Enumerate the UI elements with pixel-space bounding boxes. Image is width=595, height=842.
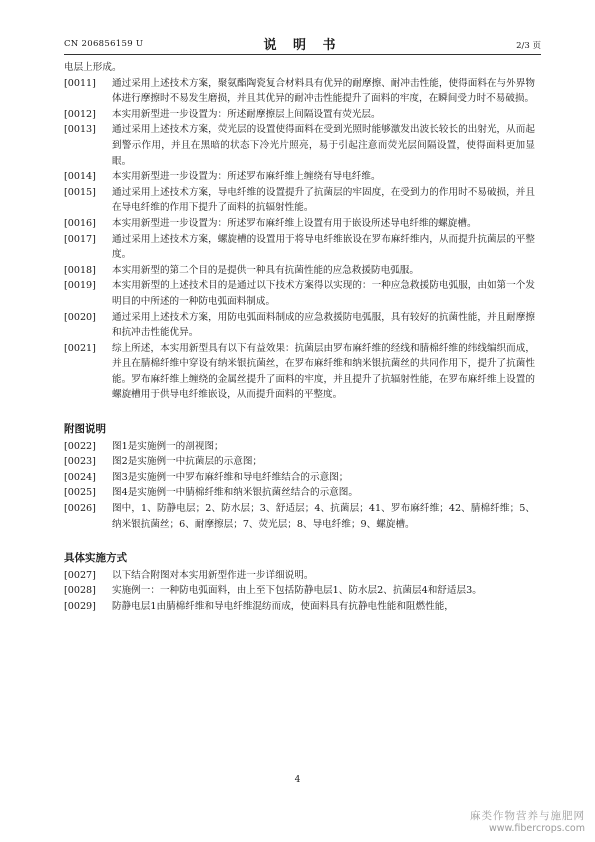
paragraph-number: [0028] [64, 585, 96, 597]
paragraph [64, 599, 535, 615]
paragraph-text: 通过采用上述技术方案，荧光层的设置使得面料在受到光照时能够激发出波长较长的出射光，从而起到警示作用，并且在黑暗的状态下冷光片照亮，易于引起注意而荧光层间隔设置，使得面料更加显眼。 [112, 124, 535, 167]
paragraph [64, 439, 535, 455]
section-heading-figures: 附图说明 [64, 423, 106, 436]
site-watermark [470, 808, 585, 834]
paragraph [64, 341, 535, 403]
header-divider [64, 54, 541, 55]
paragraph-text: 实施例一：一种防电弧面料，由上至下包括防静电层1、防水层2、抗菌层4和舒适层3。 [112, 585, 482, 597]
paragraph [64, 216, 535, 232]
paragraph-number: [0021] [64, 342, 96, 354]
paragraph-number: [0016] [64, 217, 96, 229]
paragraph-text: 防静电层1由腈棉纤维和导电纤维混纺而成，使面料具有抗静电性能和阻燃性能， [112, 601, 454, 612]
paragraph-number: [0017] [64, 233, 96, 245]
paragraph-number: [0015] [64, 186, 96, 198]
paragraph [64, 470, 535, 486]
paragraph [64, 568, 535, 584]
paragraph-number: [0026] [64, 503, 96, 515]
page-number: 4 [294, 775, 301, 785]
watermark-site-name: 麻类作物营养与施肥网 [470, 810, 585, 822]
paragraph-number: [0029] [64, 601, 96, 612]
paragraph-text: 本实用新型的上述技术目的是通过以下技术方案得以实现的：一种应急救援防电弧服，由如第一个发明目的中所述的一种防电弧面料制成。 [112, 280, 535, 307]
paragraph-number: [0012] [64, 108, 96, 120]
page-header [64, 34, 541, 52]
paragraph-number: [0011] [64, 77, 96, 89]
paragraph-text: 通过采用上述技术方案，螺旋槽的设置用于将导电纤维嵌设在罗布麻纤维内，从而提升抗菌层的平整度。 [112, 233, 535, 261]
paragraph-number: [0022] [64, 440, 96, 452]
paragraph [64, 278, 535, 309]
paragraph [64, 501, 535, 532]
paragraph-number: [0013] [64, 124, 96, 136]
paragraph [64, 122, 535, 169]
paragraph-text: 本实用新型进一步设置为：所述罗布麻纤维上设置有用于嵌设所述导电纤维的螺旋槽。 [112, 217, 477, 229]
intro-line: 电层上形成。 [64, 62, 122, 73]
section-heading-embodiment: 具体实施方式 [64, 552, 127, 565]
paragraph-list-figures [64, 439, 535, 533]
paragraph-text: 本实用新型的第二个目的是提供一种具有抗菌性能的应急救援防电弧服。 [112, 264, 419, 276]
paragraph-text: 图4是实施例一中腈棉纤维和纳米银抗菌丝结合的示意图。 [112, 487, 358, 499]
paragraph-number: [0018] [64, 264, 96, 276]
paragraph-text: 图1是实施例一的剖视图； [112, 440, 224, 452]
paragraph-number: [0023] [64, 456, 96, 468]
paragraph [64, 185, 535, 216]
paragraph-number: [0027] [64, 569, 96, 581]
paragraph-number: [0014] [64, 171, 96, 183]
paragraph [64, 485, 535, 501]
watermark-url: www.fibercrops.com [488, 823, 585, 834]
paragraph [64, 107, 535, 123]
paragraph-text: 本实用新型进一步设置为：所述罗布麻纤维上缠绕有导电纤维。 [112, 171, 381, 183]
paragraph-number: [0020] [64, 311, 96, 323]
document-body [64, 60, 535, 615]
paragraph-number: [0019] [64, 280, 96, 292]
paragraph [64, 310, 535, 341]
paragraph-list-embodiment [64, 568, 535, 615]
paragraph-number: [0024] [64, 471, 96, 483]
paragraph-text: 图3是实施例一中罗布麻纤维和导电纤维结合的示意图； [112, 471, 349, 483]
paragraph [64, 583, 535, 599]
paragraph-text: 以下结合附图对本实用新型作进一步详细说明。 [112, 569, 314, 581]
paragraph-text: 综上所述，本实用新型具有以下有益效果：抗菌层由罗布麻纤维的经线和腈棉纤维的纬线编织而成，并且在腈棉纤维中穿设有纳米银抗菌丝，在罗布麻纤维和纳米银抗菌丝的共同作用下，提升了抗菌性能。罗布麻纤维上缠绕的金属丝提升了面料的牢度，并且提升了抗辐射性能，在罗布麻纤维上设置的螺旋槽用于供导电纤维嵌设，从而提升面料的平整度。 [112, 342, 535, 401]
paragraph-text: 通过采用上述技术方案，导电纤维的设置提升了抗菌层的牢固度，在受到力的作用时不易破损，并且在导电纤维的作用下提升了面料的抗辐射性能。 [112, 186, 535, 214]
paragraph-text: 通过采用上述技术方案，聚氨酯陶瓷复合材料具有优异的耐摩擦、耐冲击性能，使得面料在与外界物体进行摩擦时不易发生磨损，并且其优异的耐冲击性能提升了面料的牢度，在瞬间受力时不易破损。 [112, 77, 535, 105]
paragraph [64, 169, 535, 185]
paragraph-text: 本实用新型进一步设置为：所述耐摩擦层上间隔设置有荧光层。 [112, 108, 381, 120]
paragraph-list-main [64, 76, 535, 403]
paragraph [64, 454, 535, 470]
paragraph [64, 76, 535, 107]
paragraph [64, 232, 535, 263]
paragraph [64, 263, 535, 279]
paragraph-text: 通过采用上述技术方案，用防电弧面料制成的应急救援防电弧服，具有较好的抗菌性能，并且耐摩擦和抗冲击性能优异。 [112, 311, 535, 339]
paragraph-number: [0025] [64, 487, 96, 499]
paragraph-text: 图中，1、防静电层；2、防水层；3、舒适层；4、抗菌层；41、罗布麻纤维；42、腈棉纤维；5、纳米银抗菌丝；6、耐摩擦层；7、荧光层；8、导电纤维；9、螺旋槽。 [112, 503, 535, 530]
document-title: 说 明 书 [263, 38, 342, 53]
page-fraction: 2/3 页 [516, 41, 541, 51]
patent-number: CN 206856159 U [64, 39, 144, 49]
paragraph-text: 图2是实施例一中抗菌层的示意图； [112, 456, 263, 468]
